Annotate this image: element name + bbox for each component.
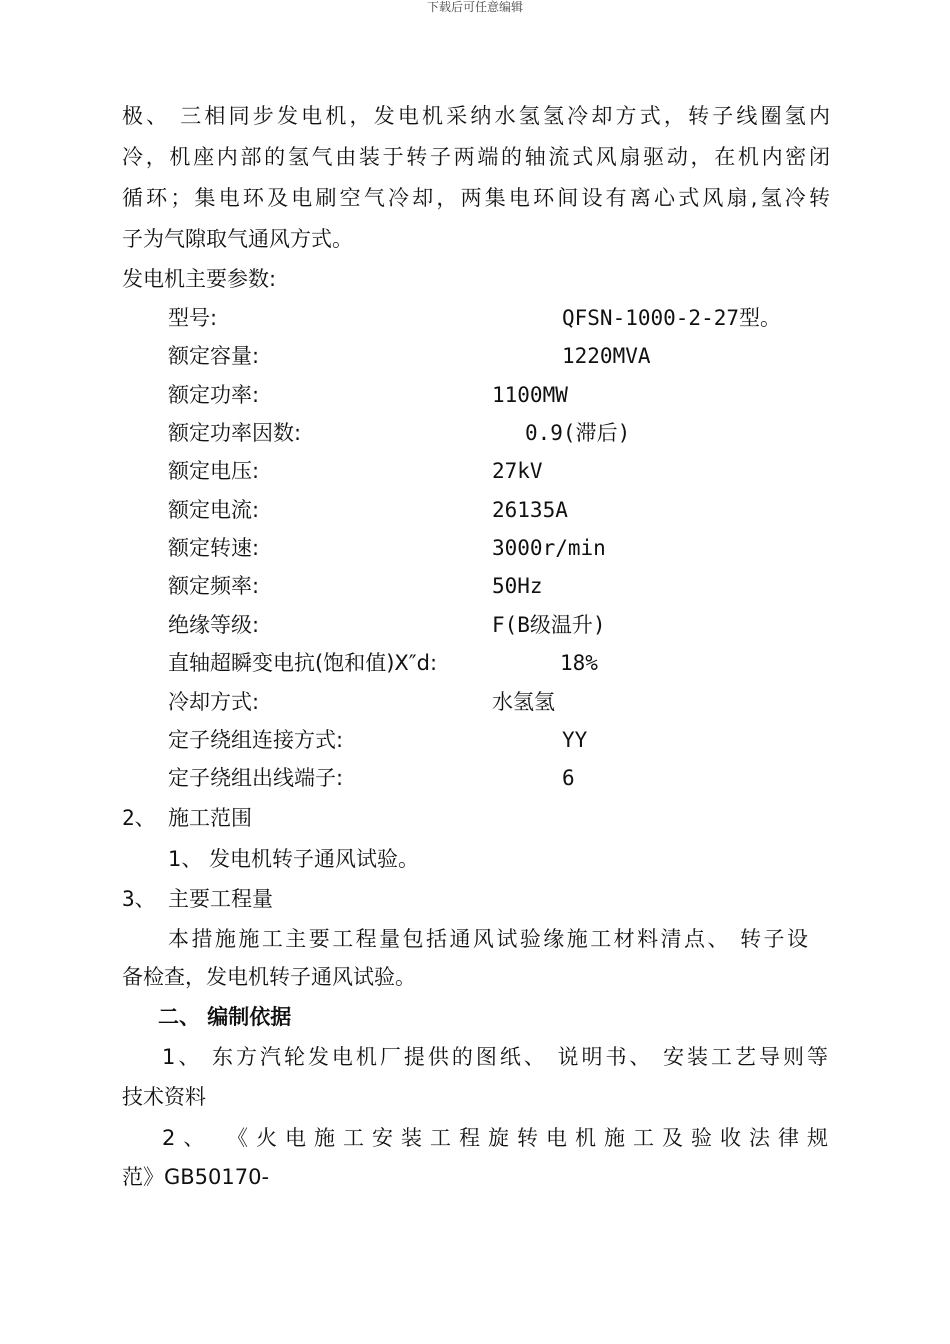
section-2-item-1: 1、 发电机转子通风试验。 xyxy=(168,847,420,871)
param-insulation-value: F(B级温升) xyxy=(492,613,606,637)
param-power-factor-value: 0.9(滞后) xyxy=(525,421,631,445)
param-terminals-name: 定子绕组出线端子: xyxy=(168,766,344,790)
section-3-body-line-2: 备检查，发电机转子通风试验。 xyxy=(122,965,416,989)
param-power-name: 额定功率: xyxy=(168,383,260,407)
param-model-name: 型号: xyxy=(168,306,218,330)
param-reactance-name: 直轴超瞬变电抗(饱和值)X″d: xyxy=(168,651,438,675)
param-insulation-name: 绝缘等级: xyxy=(168,613,260,637)
section-2-title: 施工范围 xyxy=(168,806,252,830)
param-current-name: 额定电流: xyxy=(168,498,260,522)
param-model-value: QFSN-1000-2-27型。 xyxy=(562,306,782,330)
param-speed-value: 3000r/min xyxy=(492,536,606,560)
param-winding-connection-value: YY xyxy=(562,728,588,752)
section-3-number: 3、 xyxy=(122,887,156,911)
param-capacity-value: 1220MVA xyxy=(562,344,651,368)
section-3-body-line-1: 本措施施工主要工程量包括通风试验缘施工材料清点、 转子设 xyxy=(168,927,808,951)
section-3-title: 主要工程量 xyxy=(168,887,273,911)
param-cooling-name: 冷却方式: xyxy=(168,690,260,714)
param-reactance-value: 18% xyxy=(560,651,598,675)
basis-heading: 二、 编制依据 xyxy=(158,1005,292,1029)
param-power-value: 1100MW xyxy=(492,383,568,407)
param-winding-connection-name: 定子绕组连接方式: xyxy=(168,728,344,752)
intro-line-1: 极、 三相同步发电机，发电机采纳水氢氢冷却方式，转子线圈氢内 xyxy=(122,104,830,128)
section-2-number: 2、 xyxy=(122,806,156,830)
param-power-factor-name: 额定功率因数: xyxy=(168,421,302,445)
intro-line-2: 冷，机座内部的氢气由装于转子两端的轴流式风扇驱动，在机内密闭 xyxy=(122,145,830,169)
param-frequency-value: 50Hz xyxy=(492,574,543,598)
intro-line-4: 子为气隙取气通风方式。 xyxy=(122,227,353,251)
basis-item-2-line-2: 范》GB50170- xyxy=(122,1165,270,1189)
basis-item-1-line-2: 技术资料 xyxy=(122,1085,206,1109)
param-capacity-name: 额定容量: xyxy=(168,344,260,368)
param-cooling-value: 水氢氢 xyxy=(492,690,555,714)
page-header: 下载后可任意编辑 xyxy=(426,0,523,14)
param-voltage-name: 额定电压: xyxy=(168,459,260,483)
intro-line-3: 循环；集电环及电刷空气冷却，两集电环间设有离心式风扇,氢冷转 xyxy=(122,186,830,210)
basis-item-2-line-1: 2、 《火电施工安装工程旋转电机施工及验收法律规 xyxy=(162,1126,828,1150)
basis-item-1-line-1: 1、 东方汽轮发电机厂提供的图纸、 说明书、 安装工艺导则等 xyxy=(162,1045,828,1069)
param-frequency-name: 额定频率: xyxy=(168,574,260,598)
param-terminals-value: 6 xyxy=(562,766,575,790)
param-speed-name: 额定转速: xyxy=(168,536,260,560)
param-current-value: 26135A xyxy=(492,498,568,522)
params-title: 发电机主要参数: xyxy=(122,267,277,291)
param-voltage-value: 27kV xyxy=(492,459,543,483)
